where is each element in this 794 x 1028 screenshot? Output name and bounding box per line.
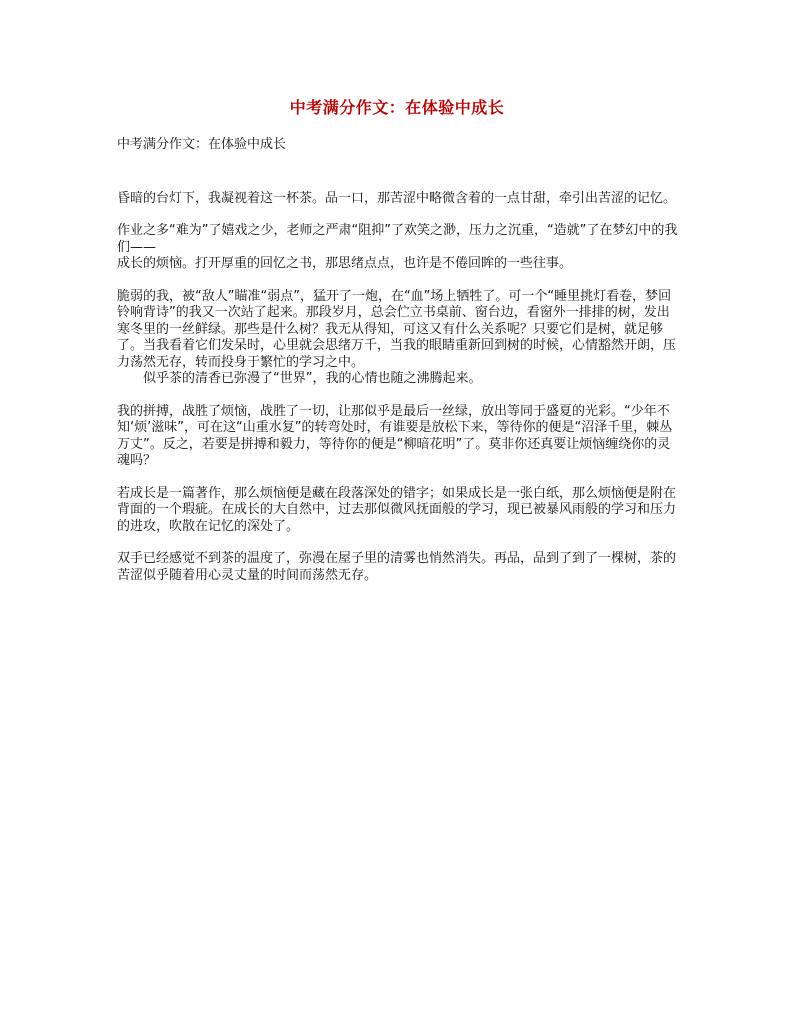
paragraph-line: 成长的烦恼。打开厚重的回忆之书，那思绪点点，也许是不倦回眸的一些往事。 [117,256,573,271]
paragraph-1 [117,191,682,208]
paragraph-line-indented: 似乎茶的清香已弥漫了“世界”，我的心情也随之沸腾起来。 [143,371,482,386]
document-title: 中考满分作文：在体验中成长 [289,98,505,117]
paragraph-5 [117,486,682,536]
paragraph-2 [117,223,682,273]
paragraph-line: 作业之多“难为”了嬉戏之少，老师之严肃“阻抑”了欢笑之渺，压力之沉重，“造就”了在梦幻中的我们—— [117,223,678,255]
paragraph-6 [117,551,682,584]
paragraph-line: 若成长是一篇著作，那么烦恼便是藏在段落深处的错字；如果成长是一张白纸，那么烦恼便是附在背面的一个瑕疵。在成长的大自然中，过去那似微风抚面般的学习，现已被暴风雨般的学习和压力的进攻，吹散在记忆的深处了。 [117,485,677,534]
paragraph-4 [117,404,682,470]
paragraph-line: 脆弱的我，被“敌人”瞄准“弱点”，猛开了一炮，在“血”场上牺牲了。可一个“睡里挑灯看卷，梦回铃响背诗”的我又一次站了起来。那段岁月，总会伫立书桌前、窗台边，看窗外一排排的树，发出寒冬里的一丝鲜绿。那些是什么树？我无从得知，可这又有什么关系呢？只要它们是树，就足够了。当我看着它们发呆时，心里就会思绪万千，当我的眼睛重新回到树的时候，心情豁然开朗，压力荡然无存，转而投身于繁忙的学习之中。 [117,288,677,370]
paragraph-3 [117,289,682,388]
paragraph-line: 昏暗的台灯下，我凝视着这一杯茶。品一口，那苦涩中略微含着的一点甘甜，牵引出苦涩的记忆。 [117,190,677,206]
document-body [117,137,682,600]
paragraph-line: 双手已经感觉不到茶的温度了，弥漫在屋子里的清雾也悄然消失。再品，品到了到了一棵树，茶的苦涩似乎随着用心灵丈量的时间而荡然无存。 [117,551,677,583]
paragraph-line: 我的拼搏，战胜了烦恼，战胜了一切，让那似乎是最后一丝绿，放出等同于盛夏的光彩。“少年不知‘烦’滋味”，可在这“山重水复”的转弯处时，有谁要是放松下来，等待你的便是“沼泽千里，棘丛万丈”。反之，若要是拼搏和毅力，等待你的便是“柳暗花明”了。莫非你还真要让烦恼缠绕你的灵魂吗？ [117,403,673,468]
document-subtitle: 中考满分作文：在体验中成长 [117,137,287,152]
